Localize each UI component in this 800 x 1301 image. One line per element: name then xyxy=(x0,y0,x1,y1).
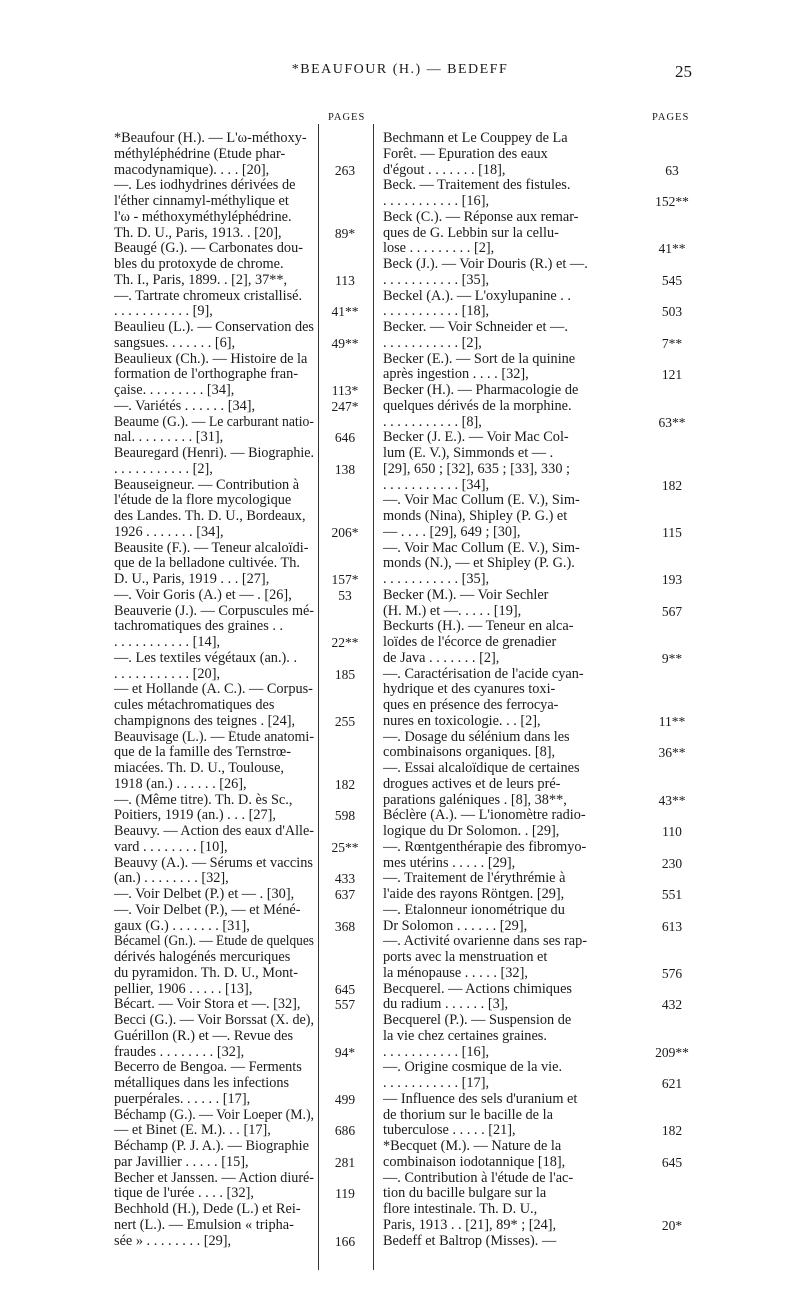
page-reference xyxy=(648,226,696,242)
index-entry-line: . . . . . . . . . . . [34], xyxy=(383,477,490,493)
page-reference xyxy=(322,1076,368,1092)
index-entry-line: Beck (C.). — Réponse aux remar- xyxy=(383,209,579,225)
index-entry-line: . . . . . . . . . . . [8], xyxy=(383,414,482,430)
page-reference xyxy=(322,415,368,431)
index-entry-line: gaux (G.) . . . . . . . [31], xyxy=(114,918,250,934)
index-entry-line: Béclère (A.). — L'ionomètre radio- xyxy=(383,808,586,824)
page-reference xyxy=(648,1108,696,1124)
page-reference xyxy=(322,1171,368,1187)
index-entry-line: . . . . . . . . . . . [9], xyxy=(114,304,213,320)
index-entry-line: . . . . . . . . . . . [14], xyxy=(114,635,221,650)
page-reference xyxy=(648,556,696,572)
page-reference xyxy=(648,462,696,478)
page-reference xyxy=(648,588,696,604)
index-entry-line: ques de G. Lebbin sur la cellu- xyxy=(383,225,559,241)
index-entry-line: Beaulieux (Ch.). — Histoire de la xyxy=(114,351,308,367)
page-reference: 182 xyxy=(661,1123,683,1139)
index-entry-line: lum (E. V.), Simmonds et — . xyxy=(383,446,554,461)
index-entry-line: Beauvy. — Action des eaux d'Alle- xyxy=(114,824,314,839)
index-entry-line: Poitiers, 1919 (an.) . . . [27], xyxy=(114,808,277,824)
page-reference xyxy=(648,178,696,194)
page-reference xyxy=(322,493,368,509)
page-reference xyxy=(322,1139,368,1155)
page-reference xyxy=(322,824,368,840)
index-entry-line: Beauregard (Henri). — Biographie. xyxy=(114,446,314,461)
page-reference xyxy=(322,966,368,982)
index-entry-line: monds (Nina), Shipley (P. G.) et xyxy=(383,509,568,524)
index-entry-line: . . . . . . . . . . . [17], xyxy=(383,1076,490,1091)
index-entry-line: nal. . . . . . . . . [31], xyxy=(114,430,224,446)
page-reference: 263 xyxy=(334,162,356,178)
page-reference: 182 xyxy=(661,477,683,493)
page-reference xyxy=(322,289,368,305)
index-entry-line: l'étude de la flore mycologique xyxy=(114,493,292,509)
page-reference xyxy=(648,808,696,824)
index-entry-line: dérivés halogénés mercuriques xyxy=(114,950,291,965)
index-entry-line: Beaume (G.). — Le carburant natio- xyxy=(114,414,314,430)
index-entry-line: combinaisons organiques. [8], xyxy=(383,745,556,761)
index-entry-line: Becker (J. E.). — Voir Mac Col- xyxy=(383,430,569,446)
index-entry-line: . . . . . . . . . . . [2], xyxy=(114,461,213,477)
page-reference xyxy=(322,604,368,620)
page-reference: 598 xyxy=(334,808,356,824)
page-reference xyxy=(648,399,696,415)
index-entry-line: Becquerel. — Actions chimiques xyxy=(383,981,572,997)
left-index-column xyxy=(114,131,314,1249)
index-entry-line: Beaugé (G.). — Carbonates dou- xyxy=(114,241,303,257)
right-page-numbers xyxy=(648,131,696,1249)
index-entry-line: —. Rœntgenthérapie des fibromyo- xyxy=(383,839,587,855)
index-entry-line: Becquerel (P.). — Suspension de xyxy=(383,1013,572,1028)
running-title: *BEAUFOUR (H.) — BEDEFF xyxy=(291,62,509,77)
index-entry-line: Bécart. — Voir Stora et —. [32], xyxy=(114,997,301,1013)
page-reference xyxy=(322,1202,368,1218)
index-entry-line: Beckel (A.). — L'oxylupanine . . xyxy=(383,288,571,304)
index-entry-line: logique du Dr Solomon. . [29], xyxy=(383,824,560,839)
index-entry-line: Forêt. — Épuration des eaux xyxy=(383,146,548,162)
index-entry-line: . . . . . . . . . . . [18], xyxy=(383,304,490,320)
index-entry-line: mes utérins . . . . . [29], xyxy=(383,855,516,871)
index-entry-line: —. Voir Mac Collum (E. V.), Sim- xyxy=(383,540,580,556)
page-reference xyxy=(322,619,368,635)
index-entry-line: tique de l'urée . . . . [32], xyxy=(114,1186,254,1202)
page-reference xyxy=(322,509,368,525)
page-reference: 43** xyxy=(658,792,686,808)
page-reference xyxy=(322,367,368,383)
index-entry-line: (an.) . . . . . . . . [32], xyxy=(114,871,229,887)
page-reference: 255 xyxy=(334,713,356,729)
page-reference xyxy=(322,651,368,667)
index-entry-line: vard . . . . . . . . [10], xyxy=(114,839,228,855)
index-entry-line: la vie chez certaines graines. xyxy=(383,1028,547,1044)
index-entry-line: quelques dérivés de la morphine. xyxy=(383,398,572,414)
running-head xyxy=(0,62,800,86)
index-entry-line: D. U., Paris, 1919 . . . [27], xyxy=(114,572,270,587)
index-entry-line: çaise. . . . . . . . . [34], xyxy=(114,383,235,398)
page-reference xyxy=(648,541,696,557)
index-entry-line: du pyramidon. Th. D. U., Mont- xyxy=(114,965,298,981)
index-entry-line: fraudes . . . . . . . . [32], xyxy=(114,1044,245,1060)
page-reference xyxy=(648,761,696,777)
index-entry-line: la ménopause . . . . . [32], xyxy=(383,965,528,981)
index-entry-line: Th. D. U., Paris, 1913. . [20], xyxy=(114,225,282,241)
page-reference xyxy=(322,856,368,872)
page-reference: 22** xyxy=(331,635,359,650)
index-entry-line: — et Hollande (A. C.). — Corpus- xyxy=(114,682,313,698)
index-entry-line: —. Caractérisation de l'acide cyan- xyxy=(383,666,584,682)
page-reference xyxy=(322,210,368,226)
index-entry-line: —. Voir Delbet (P.) et — . [30], xyxy=(114,887,295,902)
page-reference: 49** xyxy=(331,335,359,351)
index-entry-line: . . . . . . . . . . . [16], xyxy=(383,1044,490,1060)
index-entry-line: —. Voir Delbet (P.), — et Méné- xyxy=(114,902,301,918)
pages-label-left: PAGES xyxy=(328,112,366,123)
page-reference xyxy=(648,1060,696,1076)
page-reference: 281 xyxy=(334,1154,356,1170)
page-reference: 110 xyxy=(662,824,682,839)
page-reference xyxy=(648,289,696,305)
index-entry-line: des Landes. Th. D. U., Bordeaux, xyxy=(114,509,306,524)
page-reference: 36** xyxy=(658,745,686,761)
index-entry-line: —. Voir Goris (A.) et — . [26], xyxy=(114,587,292,603)
page-reference xyxy=(648,698,696,714)
page-reference xyxy=(648,635,696,651)
index-entry-line: (H. M.) et —. . . . . [19], xyxy=(383,603,522,619)
index-entry-line: 1918 (an.) . . . . . . [26], xyxy=(114,776,247,792)
page-reference xyxy=(322,556,368,572)
index-entry-line: Bedeff et Baltrop (Misses). — xyxy=(383,1233,557,1249)
page-reference xyxy=(322,147,368,163)
index-entry-line: nures en toxicologie. . . [2], xyxy=(383,713,541,729)
page-reference: 645 xyxy=(661,1154,683,1170)
index-entry-line: après ingestion . . . . [32], xyxy=(383,367,529,383)
index-entry-line: ques en présence des ferrocya- xyxy=(383,698,559,713)
page-reference xyxy=(322,793,368,809)
index-entry-line: —. Voir Mac Collum (E. V.), Sim- xyxy=(383,493,580,509)
index-entry-line: Becker (H.). — Pharmacologie de xyxy=(383,383,579,398)
page-number: 25 xyxy=(675,62,692,81)
page-reference: 206* xyxy=(331,524,359,540)
index-entry-line: — Influence des sels d'uranium et xyxy=(383,1091,578,1107)
page-reference: 63** xyxy=(658,414,686,430)
page-reference xyxy=(322,320,368,336)
index-entry-line: . . . . . . . . . . . [35], xyxy=(383,572,490,587)
index-entry-line: Beck (J.). — Voir Douris (R.) et —. xyxy=(383,257,588,272)
index-entry-line: —. Étalonneur ionométrique du xyxy=(383,902,565,918)
index-entry-line: Béchamp (P. J. A.). — Biographie xyxy=(114,1139,309,1154)
page-reference xyxy=(322,730,368,746)
page-reference xyxy=(322,241,368,257)
page-reference: 41** xyxy=(658,241,686,257)
page-reference xyxy=(322,682,368,698)
index-entry-line: — . . . . [29], 649 ; [30], xyxy=(383,524,521,540)
index-entry-line: sée » . . . . . . . . [29], xyxy=(114,1233,232,1249)
index-entry-line: Becher et Janssen. — Action diuré- xyxy=(114,1170,314,1186)
index-entry-line: — et Binet (E. M.). . . [17], xyxy=(114,1123,271,1139)
page-reference xyxy=(648,950,696,966)
page-reference: 121 xyxy=(661,367,683,383)
page-reference xyxy=(648,840,696,856)
index-entry-line: Beck. — Traitement des fistules. xyxy=(383,178,571,194)
index-entry-line: l'aide des rayons Röntgen. [29], xyxy=(383,887,565,902)
index-entry-line: tuberculose . . . . . [21], xyxy=(383,1123,516,1139)
page-reference: 686 xyxy=(334,1123,356,1139)
page-reference: 637 xyxy=(334,887,356,902)
index-entry-line: parations galéniques . [8], 38**, xyxy=(383,792,567,808)
page-reference xyxy=(322,478,368,494)
page-reference: 182 xyxy=(334,776,356,792)
index-entry-line: de Java . . . . . . . [2], xyxy=(383,650,500,666)
page-reference xyxy=(648,147,696,163)
page-reference: 89* xyxy=(334,225,356,241)
index-entry-line: 1926 . . . . . . . [34], xyxy=(114,524,224,540)
index-entry-line: —. (Même titre). Th. D. ès Sc., xyxy=(114,792,293,808)
index-entry-line: Paris, 1913 . . [21], 89* ; [24], xyxy=(383,1217,557,1233)
index-entry-line: d'égout . . . . . . . [18], xyxy=(383,162,506,178)
page-reference: 247* xyxy=(331,398,359,414)
index-entry-line: Béchamp (G.). — Voir Loeper (M.), xyxy=(114,1107,314,1123)
index-entry-line: *Becquet (M.). — Nature de la xyxy=(383,1139,562,1154)
page-reference: 138 xyxy=(334,461,356,477)
page-reference xyxy=(648,1202,696,1218)
page-reference xyxy=(322,1029,368,1045)
index-entry-line: . . . . . . . . . . . [16], xyxy=(383,194,490,209)
page-reference: 185 xyxy=(334,666,356,682)
index-entry-line: cules métachromatiques des xyxy=(114,698,275,713)
page-reference xyxy=(648,934,696,950)
page-reference: 11** xyxy=(658,713,686,729)
page-reference xyxy=(648,493,696,509)
index-entry-line: Beauvisage (L.). — Étude anatomi- xyxy=(114,729,314,745)
index-entry-line: monds (N.), — et Shipley (P. G.). xyxy=(383,556,575,572)
index-entry-line: miacées. Th. D. U., Toulouse, xyxy=(114,761,285,776)
page-reference xyxy=(648,1139,696,1155)
page-reference xyxy=(322,761,368,777)
index-entry-line: par Javillier . . . . . [15], xyxy=(114,1154,249,1170)
page-reference: 499 xyxy=(334,1091,356,1107)
page-reference: 432 xyxy=(661,997,683,1013)
page-reference: 230 xyxy=(661,855,683,871)
page-reference xyxy=(648,982,696,998)
index-entry-line: Beauverie (J.). — Corpuscules mé- xyxy=(114,603,314,619)
page-reference xyxy=(322,1218,368,1234)
page-reference xyxy=(322,745,368,761)
page-reference xyxy=(322,257,368,273)
index-entry-line: Bechmann et Le Couppey de La xyxy=(383,131,568,146)
page-reference xyxy=(322,903,368,919)
page-reference xyxy=(648,131,696,147)
page-reference: 94* xyxy=(334,1044,356,1060)
page-reference: 7** xyxy=(661,335,683,351)
index-entry-line: drogues actives et de leurs pré- xyxy=(383,776,561,792)
page-reference xyxy=(322,194,368,210)
page-reference: 115 xyxy=(662,524,682,540)
index-entry-line: macodynamique). . . . [20], xyxy=(114,162,270,178)
page-reference: 63 xyxy=(665,162,679,178)
index-entry-line: flore intestinale. Th. D. U., xyxy=(383,1202,538,1217)
page-reference xyxy=(322,131,368,147)
page-reference xyxy=(322,1108,368,1124)
index-entry-line: Guérillon (R.) et —. Revue des xyxy=(114,1028,294,1044)
index-entry-line: champignons des teignes . [24], xyxy=(114,713,296,729)
index-entry-line: formation de l'orthographe fran- xyxy=(114,367,298,383)
page-reference: 20* xyxy=(661,1217,683,1233)
index-entry-line: . . . . . . . . . . . [35], xyxy=(383,272,490,288)
page-reference xyxy=(648,320,696,336)
page-reference: 545 xyxy=(661,272,683,288)
page-reference xyxy=(648,1029,696,1045)
page-reference xyxy=(322,950,368,966)
index-entry-line: Becerro de Bengoa. — Ferments xyxy=(114,1060,302,1076)
page-reference xyxy=(648,430,696,446)
page-reference xyxy=(648,1234,696,1250)
index-entry-line: . . . . . . . . . . . [2], xyxy=(383,335,482,351)
index-entry-line: puerpérales. . . . . . [17], xyxy=(114,1091,251,1107)
page-reference xyxy=(648,210,696,226)
index-entry-line: Becker (E.). — Sort de la quinine xyxy=(383,351,576,367)
index-entry-line: ports avec la menstruation et xyxy=(383,950,548,965)
index-entry-line: Becci (G.). — Voir Borssat (X. de), xyxy=(114,1013,314,1028)
index-entry-line: méthyléphédrine (Étude phar- xyxy=(114,146,286,162)
index-entry-line: que de la famille des Ternstrœ- xyxy=(114,745,291,761)
page-reference: 613 xyxy=(661,918,683,934)
page-reference: 119 xyxy=(335,1186,355,1202)
left-page-numbers xyxy=(322,131,368,1249)
page-reference xyxy=(322,178,368,194)
index-entry-line: Becker (M.). — Voir Sechler xyxy=(383,587,549,603)
index-entry-line: pellier, 1906 . . . . . [13], xyxy=(114,981,253,997)
page-reference: 368 xyxy=(334,918,356,934)
index-entry-line: —. Contribution à l'étude de l'ac- xyxy=(383,1170,574,1186)
page-reference xyxy=(648,352,696,368)
index-entry-line: Beaulieu (L.). — Conservation des xyxy=(114,320,314,335)
index-entry-line: Beausite (F.). — Teneur alcaloïdi- xyxy=(114,540,309,556)
index-entry-line: Beckurts (H.). — Teneur en alca- xyxy=(383,619,574,635)
index-entry-line: loïdes de l'écorce de grenadier xyxy=(383,635,557,650)
page-reference xyxy=(648,619,696,635)
index-entry-line: l'éther cinnamyl-méthylique et xyxy=(114,194,289,209)
page-reference xyxy=(648,509,696,525)
page-reference: 646 xyxy=(334,430,356,446)
page-reference xyxy=(322,698,368,714)
page-reference xyxy=(648,682,696,698)
page-reference: 209** xyxy=(655,1044,689,1060)
page-reference: 576 xyxy=(661,965,683,981)
page-reference xyxy=(322,1013,368,1029)
page-reference xyxy=(648,667,696,683)
index-entry-line: —. Les textiles végétaux (an.). . xyxy=(114,650,298,666)
page-reference xyxy=(322,1060,368,1076)
index-entry-line: *Beaufour (H.). — L'ω-méthoxy- xyxy=(114,131,307,146)
page-reference: 152** xyxy=(655,194,689,209)
index-entry-line: Beauseigneur. — Contribution à xyxy=(114,477,300,493)
index-entry-line: Becker. — Voir Schneider et —. xyxy=(383,320,568,335)
index-entry-line: Bécamel (Gn.). — Étude de quelques xyxy=(114,934,314,950)
index-entry-line: combinaison iodotannique [18], xyxy=(383,1154,566,1170)
page-reference xyxy=(322,541,368,557)
index-entry-line: —. Traitement de l'érythrémie à xyxy=(383,871,566,887)
page-reference: 503 xyxy=(661,304,683,320)
page-reference xyxy=(648,1013,696,1029)
page-reference xyxy=(648,730,696,746)
index-entry-line: Dr Solomon . . . . . . [29], xyxy=(383,918,528,934)
page-reference: 41** xyxy=(331,304,359,320)
column-rule-left xyxy=(318,124,319,1270)
index-entry-line: du radium . . . . . . [3], xyxy=(383,997,509,1013)
index-entry-line: —. Tartrate chromeux cristallisé. xyxy=(114,288,303,304)
page-reference: 557 xyxy=(334,997,356,1013)
page-reference xyxy=(322,446,368,462)
right-index-column xyxy=(383,131,639,1249)
page-reference xyxy=(648,777,696,793)
page-reference xyxy=(648,383,696,399)
index-entry-line: —. Dosage du sélénium dans les xyxy=(383,729,570,745)
index-entry-line: tachromatiques des graines . . xyxy=(114,619,284,635)
index-entry-line: —. Origine cosmique de la vie. xyxy=(383,1060,563,1076)
pages-label-right: PAGES xyxy=(652,112,690,123)
page-reference xyxy=(322,352,368,368)
page-reference: 433 xyxy=(334,871,356,887)
page-reference: 113* xyxy=(331,383,359,398)
page-reference xyxy=(648,446,696,462)
index-entry-line: —. Les iodhydrines dérivées de xyxy=(114,178,296,194)
page-reference: 193 xyxy=(661,572,683,587)
index-entry-line: Beauvy (A.). — Sérums et vaccins xyxy=(114,855,313,871)
page-reference: 9** xyxy=(661,650,683,666)
column-rule-right xyxy=(373,124,374,1270)
page-reference xyxy=(648,871,696,887)
index-entry-line: —. Activité ovarienne dans ses rap- xyxy=(383,934,588,950)
page-reference: 53 xyxy=(338,587,352,603)
page-reference: 113 xyxy=(335,272,355,288)
index-entry-line: métalliques dans les infections xyxy=(114,1076,290,1091)
page-reference xyxy=(648,903,696,919)
page-reference xyxy=(648,257,696,273)
index-entry-line: Th. I., Paris, 1899. . [2], 37**, xyxy=(114,272,288,288)
index-entry-line: nert (L.). — Émulsion « tripha- xyxy=(114,1217,294,1233)
index-entry-line: sangsues. . . . . . . [6], xyxy=(114,335,236,351)
index-entry-line: hydrique et des cyanures toxi- xyxy=(383,682,556,698)
page-reference xyxy=(322,934,368,950)
page-reference: 25** xyxy=(331,839,359,855)
page-reference: 621 xyxy=(661,1076,683,1091)
page-reference xyxy=(648,1171,696,1187)
index-entry-line: lose . . . . . . . . . [2], xyxy=(383,241,495,257)
index-entry-line: l'ω - méthoxyméthyléphédrine. xyxy=(114,209,292,225)
index-entry-line: [29], 650 ; [32], 635 ; [33], 330 ; xyxy=(383,461,571,477)
index-entry-line: . . . . . . . . . . . [20], xyxy=(114,666,221,682)
index-entry-line: —. Essai alcaloïdique de certaines xyxy=(383,761,580,776)
page-reference: 157* xyxy=(331,572,359,587)
page-reference: 551 xyxy=(661,887,683,902)
index-entry-line: tion du bacille bulgare sur la xyxy=(383,1186,547,1202)
page-reference: 567 xyxy=(661,603,683,619)
index-entry-line: de thorium sur le bacille de la xyxy=(383,1107,553,1123)
page-reference xyxy=(648,1186,696,1202)
page-reference: 166 xyxy=(334,1233,356,1249)
index-entry-line: —. Variétés . . . . . . [34], xyxy=(114,398,256,414)
index-entry-line: Bechhold (H.), Dede (L.) et Rei- xyxy=(114,1202,301,1217)
index-entry-line: bles du protoxyde de chrome. xyxy=(114,257,284,272)
page-reference: 645 xyxy=(334,981,356,997)
page-reference xyxy=(648,1092,696,1108)
index-entry-line: que de la belladone cultivée. Th. xyxy=(114,556,300,572)
